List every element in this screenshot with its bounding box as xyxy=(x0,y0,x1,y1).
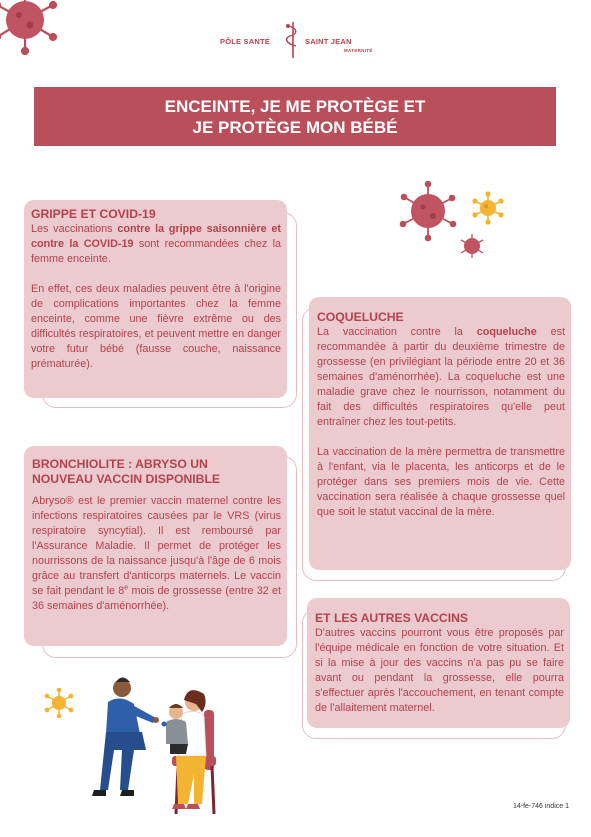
bronchiolite-paragraph: Abryso® est le premier vaccin maternel contre les infections respiratoires causées par le VRS (virus respiratoire syncytial). Il est remboursé par l'Assurance Maladie. Il permet de protéger les nourrissons de la naissance jusqu'à l'âge de 6 mois grâce au transfert d'anticorps maternels. Le vaccin se fait pendant le 8e mois de grossesse (entre 32 et 36 semaines d'aménorrhée). xyxy=(32,495,281,612)
bronchiolite-title: BRONCHIOLITE : ABRYSO UN NOUVEAU VACCIN DISPONIBLE xyxy=(32,457,221,486)
banner-title-line2: JE PROTÈGE MON BÉBÉ xyxy=(192,118,398,137)
virus-icon xyxy=(0,0,60,55)
coqueluche-paragraph-2: La vaccination de la mère permettra de transmettre à l'enfant, via le placenta, les anticorps et de le protéger dans ses premiers mois de vie. Cette vaccination sera réalisée à chaque grossesse quel que soit le statut vaccinal de la mère. xyxy=(317,446,565,518)
banner-title-line1: ENCEINTE, JE ME PROTÈGE ET xyxy=(164,97,426,116)
grippe-paragraph-2: En effet, ces deux maladies peuvent être à l'origine de complications importantes chez la femme enceinte, comme une fièvre extrême ou des difficultés respiratoires, et peuvent mettre en danger votre futur bébé (fausse couche, naissance prématurée). xyxy=(31,283,281,370)
card-bronchiolite xyxy=(24,446,287,646)
coqueluche-title: COQUELUCHE xyxy=(317,310,404,324)
logo-caduceus-icon xyxy=(284,20,302,60)
autres-paragraph: D'autres vaccins pourront vous être proposés par l'équipe médicale en fonction de votre situation. Et si la mise à jour des vaccins n'a pas pu se faire avant ou pendant la grossesse, elle pourra s'effectuer après l'accouchement, en tenant compte de l'allaitement maternel. xyxy=(315,627,564,714)
coqueluche-paragraph-1: La vaccination contre la coqueluche est recommandée à partir du deuxième trimestre de grossesse (en privilégiant la période entre 20 et 36 semaines d'aménorrhée). La coqueluche est une maladie grave chez le nourrisson, notamment du fait des difficultés respiratoires qu'elle peut entraîner chez les tout-petits. xyxy=(317,326,565,428)
logo-left-text: PÔLE SANTÉ xyxy=(220,37,270,46)
vaccination-illustration xyxy=(86,672,236,820)
card-autres xyxy=(307,598,570,728)
virus-yellow-icon xyxy=(44,688,74,718)
autres-title: ET LES AUTRES VACCINS xyxy=(315,611,469,625)
virus-cluster-icon xyxy=(380,178,520,268)
card-coqueluche xyxy=(309,297,571,570)
grippe-title: GRIPPE ET COVID-19 xyxy=(31,207,156,221)
logo-subtitle: MATERNITÉ xyxy=(344,48,373,53)
grippe-paragraph-1: Les vaccinations contre la grippe saisonnière et contre la COVID-19 sont recommandées chez la femme enceinte. xyxy=(31,223,281,265)
document-reference-code: 14-fe-746 indice 1 xyxy=(512,803,569,810)
title-banner xyxy=(34,87,556,146)
logo-right-text: SAINT JEAN xyxy=(305,37,352,46)
card-grippe xyxy=(24,200,287,398)
